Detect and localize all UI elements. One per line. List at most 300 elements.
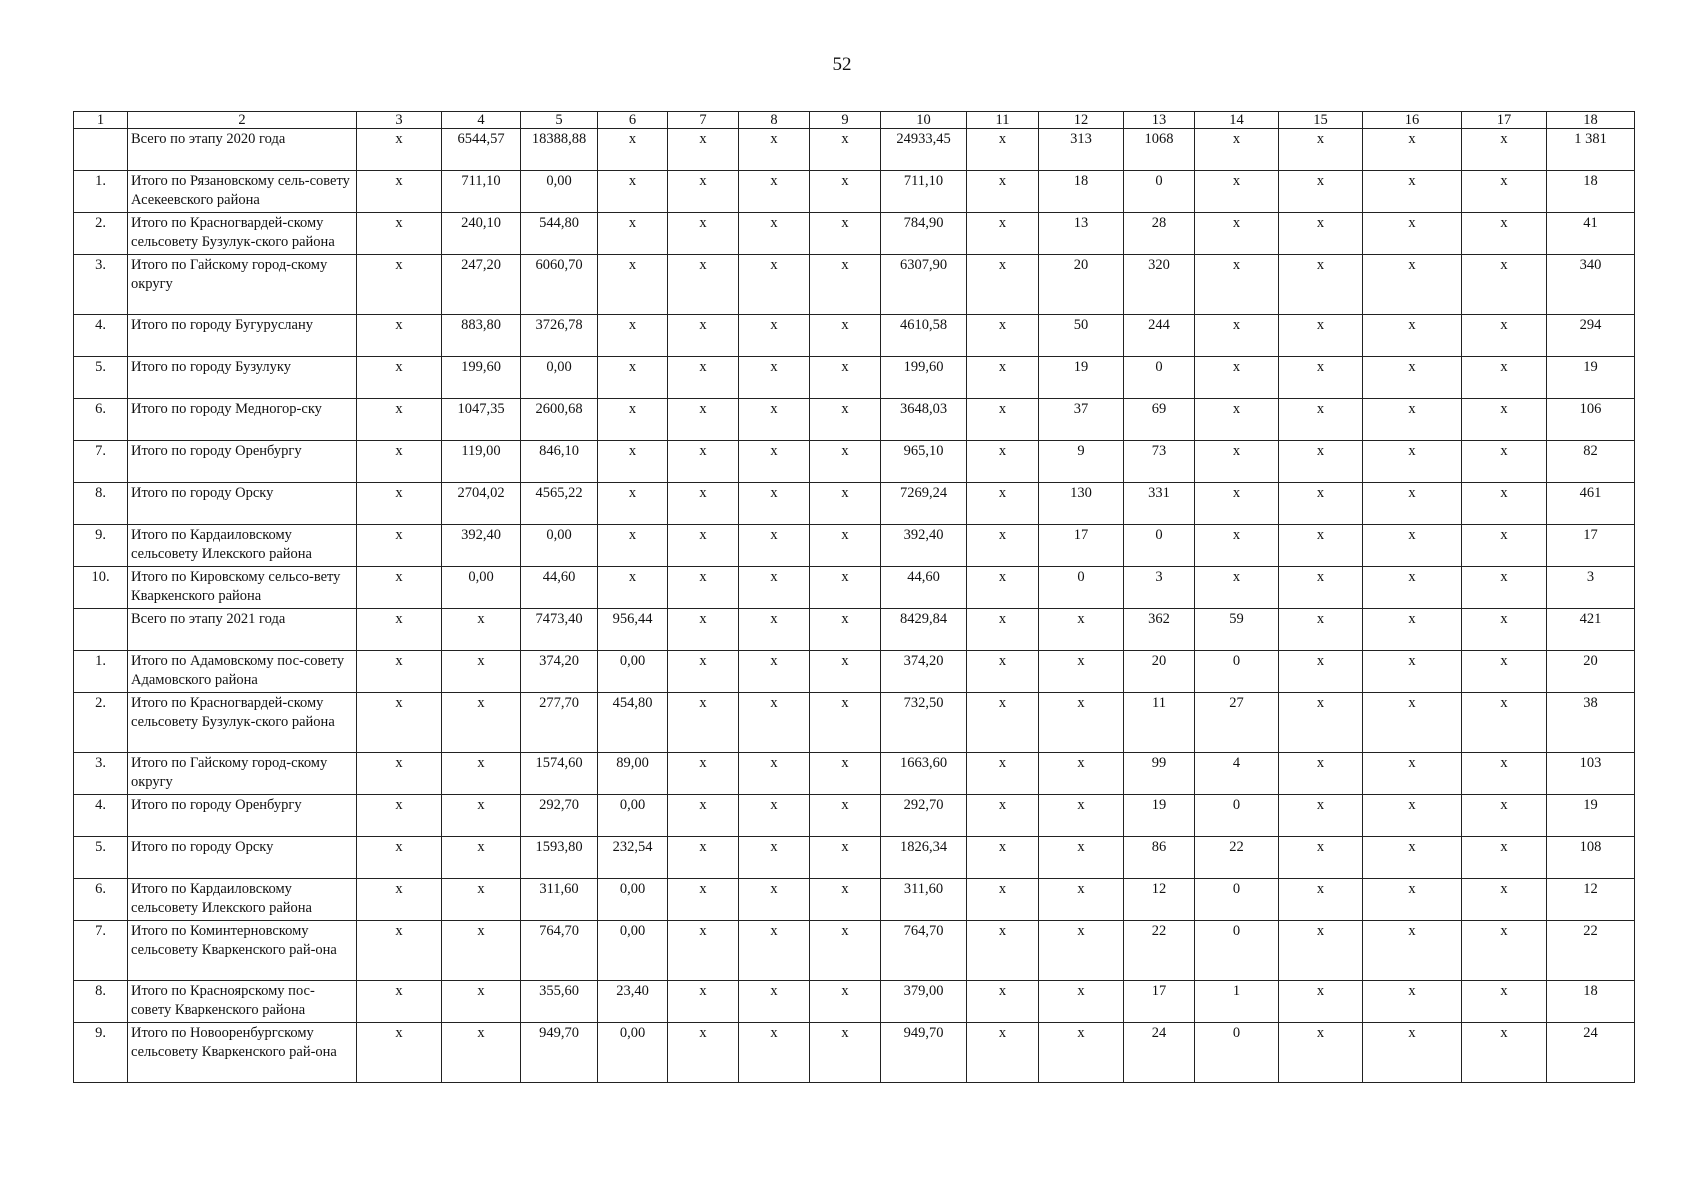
table-cell: x	[668, 753, 739, 795]
table-cell: x	[1279, 129, 1363, 171]
table-cell: 119,00	[442, 441, 521, 483]
table-cell: x	[442, 795, 521, 837]
table-cell: x	[598, 171, 668, 213]
table-cell: x	[1363, 255, 1462, 315]
table-cell: x	[1279, 795, 1363, 837]
table-cell: x	[810, 357, 881, 399]
table-cell: x	[598, 399, 668, 441]
table-cell: x	[810, 693, 881, 753]
table-cell: x	[1462, 1023, 1547, 1083]
table-cell: 0,00	[598, 651, 668, 693]
table-cell: x	[357, 483, 442, 525]
table-cell: x	[442, 1023, 521, 1083]
table-cell: x	[967, 795, 1039, 837]
table-cell: x	[810, 837, 881, 879]
table-cell: x	[1363, 837, 1462, 879]
table-cell: 1593,80	[521, 837, 598, 879]
table-cell: x	[967, 441, 1039, 483]
table-cell: x	[1462, 129, 1547, 171]
table-cell: x	[357, 441, 442, 483]
table-cell: 17	[1547, 525, 1635, 567]
table-cell: x	[668, 567, 739, 609]
table-cell: 130	[1039, 483, 1124, 525]
table-cell: x	[1039, 609, 1124, 651]
table-cell: x	[739, 651, 810, 693]
table-cell: x	[810, 753, 881, 795]
table-cell: x	[1279, 921, 1363, 981]
table-cell: 6060,70	[521, 255, 598, 315]
table-cell: x	[739, 921, 810, 981]
table-cell: x	[668, 357, 739, 399]
table-cell: x	[1039, 981, 1124, 1023]
table-cell: 0	[1124, 525, 1195, 567]
row-name-cell: Итого по Рязановскому сель-совету Асекеевского района	[128, 171, 357, 213]
row-name-cell: Итого по Кировскому сельсо-вету Кваркенского района	[128, 567, 357, 609]
table-cell: x	[967, 171, 1039, 213]
row-number-cell: 6.	[74, 879, 128, 921]
table-cell: x	[1462, 399, 1547, 441]
table-row	[74, 567, 1635, 609]
table-cell: x	[967, 693, 1039, 753]
table-cell: 883,80	[442, 315, 521, 357]
table-cell: 784,90	[881, 213, 967, 255]
column-header: 15	[1279, 112, 1363, 129]
table-cell: x	[1195, 483, 1279, 525]
table-cell: 846,10	[521, 441, 598, 483]
column-header: 16	[1363, 112, 1462, 129]
table-cell: x	[1279, 693, 1363, 753]
table-cell: 311,60	[521, 879, 598, 921]
table-cell: x	[357, 525, 442, 567]
table-body	[74, 112, 1635, 1083]
table-cell: 23,40	[598, 981, 668, 1023]
table-cell: 764,70	[881, 921, 967, 981]
table-cell: 18388,88	[521, 129, 598, 171]
table-cell: x	[357, 213, 442, 255]
table-cell: 3648,03	[881, 399, 967, 441]
table-cell: 956,44	[598, 609, 668, 651]
row-number-cell: 1.	[74, 171, 128, 213]
table-row	[74, 213, 1635, 255]
table-cell: 12	[1124, 879, 1195, 921]
table-cell: x	[810, 879, 881, 921]
table-cell: x	[668, 315, 739, 357]
row-number-cell: 2.	[74, 213, 128, 255]
table-cell: 3	[1124, 567, 1195, 609]
table-cell: x	[668, 483, 739, 525]
table-cell: 0,00	[598, 921, 668, 981]
table-cell: x	[357, 399, 442, 441]
table-cell: 199,60	[442, 357, 521, 399]
table-cell: 965,10	[881, 441, 967, 483]
table-cell: x	[967, 399, 1039, 441]
row-name-cell: Итого по городу Бугуруслану	[128, 315, 357, 357]
table-cell: x	[739, 357, 810, 399]
table-cell: x	[1279, 981, 1363, 1023]
table-row	[74, 255, 1635, 315]
column-header-row	[74, 112, 1635, 129]
table-cell: 73	[1124, 441, 1195, 483]
table-cell: x	[1279, 753, 1363, 795]
table-cell: 106	[1547, 399, 1635, 441]
table-cell: 0	[1195, 879, 1279, 921]
column-header: 1	[74, 112, 128, 129]
row-name-cell: Итого по городу Орску	[128, 837, 357, 879]
table-cell: x	[739, 837, 810, 879]
table-row	[74, 1023, 1635, 1083]
row-name-cell: Итого по Коминтерновскому сельсовету Кваркенского рай-она	[128, 921, 357, 981]
table-cell: x	[1039, 837, 1124, 879]
table-cell: 374,20	[881, 651, 967, 693]
table-cell: x	[1195, 357, 1279, 399]
table-cell: x	[668, 255, 739, 315]
row-name-cell: Итого по Красноярскому пос-совету Кваркенского района	[128, 981, 357, 1023]
table-cell: x	[810, 609, 881, 651]
table-cell: x	[1039, 753, 1124, 795]
table-cell: 22	[1195, 837, 1279, 879]
table-cell: 1 381	[1547, 129, 1635, 171]
table-row	[74, 609, 1635, 651]
table-cell: 108	[1547, 837, 1635, 879]
row-name-cell: Итого по Кардаиловскому сельсовету Илекского района	[128, 879, 357, 921]
table-cell: x	[967, 837, 1039, 879]
table-cell: x	[967, 921, 1039, 981]
table-cell: x	[668, 921, 739, 981]
table-cell: 103	[1547, 753, 1635, 795]
table-cell: x	[668, 171, 739, 213]
table-cell: x	[810, 981, 881, 1023]
table-cell: x	[967, 525, 1039, 567]
table-cell: x	[1195, 525, 1279, 567]
row-number-cell: 4.	[74, 795, 128, 837]
table-cell: 18	[1039, 171, 1124, 213]
table-cell: x	[357, 753, 442, 795]
table-cell: x	[1462, 567, 1547, 609]
table-cell: 362	[1124, 609, 1195, 651]
row-number-cell: 4.	[74, 315, 128, 357]
table-cell: 0	[1195, 795, 1279, 837]
table-row	[74, 921, 1635, 981]
table-cell: x	[357, 651, 442, 693]
table-cell: x	[967, 981, 1039, 1023]
table-cell: 379,00	[881, 981, 967, 1023]
table-cell: 294	[1547, 315, 1635, 357]
table-cell: x	[668, 795, 739, 837]
table-cell: 1574,60	[521, 753, 598, 795]
table-cell: x	[810, 651, 881, 693]
table-cell: 50	[1039, 315, 1124, 357]
table-cell: x	[967, 567, 1039, 609]
table-cell: x	[1279, 567, 1363, 609]
table-cell: x	[357, 981, 442, 1023]
table-cell: 240,10	[442, 213, 521, 255]
table-cell: x	[1039, 1023, 1124, 1083]
table-cell: x	[1195, 129, 1279, 171]
table-cell: 949,70	[521, 1023, 598, 1083]
table-cell: 0,00	[598, 1023, 668, 1083]
table-cell: x	[967, 609, 1039, 651]
table-cell: x	[1363, 315, 1462, 357]
table-row	[74, 357, 1635, 399]
row-name-cell: Итого по городу Оренбургу	[128, 795, 357, 837]
table-cell: x	[1462, 213, 1547, 255]
table-cell: x	[1363, 921, 1462, 981]
table-cell: x	[357, 1023, 442, 1083]
table-cell: 0	[1195, 921, 1279, 981]
table-cell: x	[357, 255, 442, 315]
table-cell: x	[810, 315, 881, 357]
table-cell: x	[810, 567, 881, 609]
table-cell: x	[1039, 651, 1124, 693]
table-cell: x	[442, 837, 521, 879]
table-cell: x	[1462, 879, 1547, 921]
row-number-cell: 5.	[74, 837, 128, 879]
table-cell: x	[1279, 525, 1363, 567]
column-header: 14	[1195, 112, 1279, 129]
table-cell: x	[967, 129, 1039, 171]
table-cell: x	[810, 129, 881, 171]
table-cell: 20	[1039, 255, 1124, 315]
table-cell: x	[598, 255, 668, 315]
table-cell: 374,20	[521, 651, 598, 693]
table-cell: x	[1279, 651, 1363, 693]
table-cell: 199,60	[881, 357, 967, 399]
table-cell: 24933,45	[881, 129, 967, 171]
table-cell: 3726,78	[521, 315, 598, 357]
table-cell: 4	[1195, 753, 1279, 795]
column-header: 5	[521, 112, 598, 129]
table-cell: 277,70	[521, 693, 598, 753]
table-cell: 37	[1039, 399, 1124, 441]
table-cell: x	[967, 753, 1039, 795]
table-cell: 19	[1547, 795, 1635, 837]
table-cell: x	[739, 609, 810, 651]
table-cell: x	[1279, 837, 1363, 879]
table-cell: x	[1195, 255, 1279, 315]
table-cell: 0	[1124, 357, 1195, 399]
table-row	[74, 795, 1635, 837]
table-cell: x	[442, 693, 521, 753]
table-row	[74, 483, 1635, 525]
table-cell: x	[1195, 567, 1279, 609]
table-cell: x	[739, 795, 810, 837]
table-cell: 82	[1547, 441, 1635, 483]
table-cell: 19	[1124, 795, 1195, 837]
table-cell: x	[1363, 651, 1462, 693]
table-cell: x	[1363, 1023, 1462, 1083]
table-cell: 0,00	[442, 567, 521, 609]
table-cell: x	[1462, 441, 1547, 483]
table-cell: x	[1462, 651, 1547, 693]
table-cell: x	[1462, 609, 1547, 651]
table-cell: 0	[1039, 567, 1124, 609]
table-cell: x	[1039, 879, 1124, 921]
table-cell: 18	[1547, 171, 1635, 213]
table-cell: x	[810, 483, 881, 525]
table-cell: x	[967, 357, 1039, 399]
table-cell: 1068	[1124, 129, 1195, 171]
table-cell: 1663,60	[881, 753, 967, 795]
table-cell: x	[1462, 483, 1547, 525]
table-cell: x	[668, 129, 739, 171]
table-cell: x	[967, 483, 1039, 525]
table-cell: 331	[1124, 483, 1195, 525]
table-cell: x	[967, 651, 1039, 693]
table-cell: x	[1363, 129, 1462, 171]
table-cell: x	[739, 315, 810, 357]
table-cell: 59	[1195, 609, 1279, 651]
row-number-cell: 6.	[74, 399, 128, 441]
table-row	[74, 525, 1635, 567]
table-cell: x	[357, 171, 442, 213]
column-header: 13	[1124, 112, 1195, 129]
row-name-cell: Итого по Адамовскому пос-совету Адамовского района	[128, 651, 357, 693]
table-cell: x	[1363, 567, 1462, 609]
row-number-cell: 1.	[74, 651, 128, 693]
table-cell: 292,70	[521, 795, 598, 837]
table-cell: x	[598, 357, 668, 399]
row-name-cell: Итого по городу Медногор-ску	[128, 399, 357, 441]
table-cell: x	[1363, 399, 1462, 441]
table-cell: 0,00	[598, 795, 668, 837]
table-cell: x	[739, 399, 810, 441]
row-number-cell: 2.	[74, 693, 128, 753]
table-cell: 355,60	[521, 981, 598, 1023]
table-cell: x	[810, 921, 881, 981]
table-cell: x	[1279, 483, 1363, 525]
table-cell: x	[442, 879, 521, 921]
table-cell: x	[810, 795, 881, 837]
table-cell: x	[357, 357, 442, 399]
table-cell: 7473,40	[521, 609, 598, 651]
table-cell: x	[739, 753, 810, 795]
table-cell: 0,00	[521, 525, 598, 567]
row-number-cell: 3.	[74, 753, 128, 795]
data-table	[73, 111, 1635, 1083]
table-cell: 41	[1547, 213, 1635, 255]
row-number-cell	[74, 609, 128, 651]
table-cell: 1826,34	[881, 837, 967, 879]
table-cell: x	[1195, 399, 1279, 441]
table-cell: x	[739, 1023, 810, 1083]
table-cell: x	[357, 921, 442, 981]
table-row	[74, 315, 1635, 357]
table-cell: 86	[1124, 837, 1195, 879]
column-header: 18	[1547, 112, 1635, 129]
table-cell: x	[668, 399, 739, 441]
table-cell: x	[1462, 255, 1547, 315]
table-cell: 24	[1547, 1023, 1635, 1083]
table-row	[74, 981, 1635, 1023]
table-cell: 311,60	[881, 879, 967, 921]
table-cell: x	[357, 879, 442, 921]
table-cell: x	[1363, 441, 1462, 483]
table-row	[74, 441, 1635, 483]
table-cell: 1047,35	[442, 399, 521, 441]
table-cell: 0	[1195, 1023, 1279, 1083]
table-cell: x	[1363, 213, 1462, 255]
table-cell: 17	[1124, 981, 1195, 1023]
table-cell: x	[1279, 171, 1363, 213]
table-cell: x	[1039, 693, 1124, 753]
table-cell: 18	[1547, 981, 1635, 1023]
table-cell: x	[810, 255, 881, 315]
table-cell: 232,54	[598, 837, 668, 879]
table-cell: x	[1363, 525, 1462, 567]
table-cell: 0,00	[521, 171, 598, 213]
table-cell: x	[1363, 609, 1462, 651]
column-header: 2	[128, 112, 357, 129]
table-cell: x	[1363, 981, 1462, 1023]
row-name-cell: Итого по городу Бузулуку	[128, 357, 357, 399]
table-cell: 11	[1124, 693, 1195, 753]
row-number-cell: 10.	[74, 567, 128, 609]
row-number-cell: 9.	[74, 1023, 128, 1083]
table-cell: x	[598, 441, 668, 483]
table-cell: x	[1363, 357, 1462, 399]
table-cell: 392,40	[442, 525, 521, 567]
column-header: 9	[810, 112, 881, 129]
table-cell: x	[1363, 171, 1462, 213]
table-cell: x	[967, 315, 1039, 357]
column-header: 4	[442, 112, 521, 129]
table-cell: 421	[1547, 609, 1635, 651]
table-row	[74, 651, 1635, 693]
table-cell: 9	[1039, 441, 1124, 483]
table-cell: 12	[1547, 879, 1635, 921]
table-cell: 20	[1547, 651, 1635, 693]
table-cell: 244	[1124, 315, 1195, 357]
table-cell: x	[668, 693, 739, 753]
table-cell: 4565,22	[521, 483, 598, 525]
table-cell: x	[1279, 441, 1363, 483]
table-cell: 8429,84	[881, 609, 967, 651]
table-cell: x	[357, 315, 442, 357]
row-name-cell: Всего по этапу 2020 года	[128, 129, 357, 171]
table-cell: x	[668, 213, 739, 255]
table-cell: 0,00	[521, 357, 598, 399]
table-cell: 17	[1039, 525, 1124, 567]
table-cell: x	[1363, 753, 1462, 795]
table-cell: x	[357, 837, 442, 879]
table-cell: x	[1279, 399, 1363, 441]
table-cell: 1	[1195, 981, 1279, 1023]
table-cell: x	[967, 213, 1039, 255]
table-cell: x	[1195, 171, 1279, 213]
table-cell: x	[442, 609, 521, 651]
table-row	[74, 399, 1635, 441]
table-cell: x	[810, 525, 881, 567]
table-cell: x	[1363, 879, 1462, 921]
table-cell: 949,70	[881, 1023, 967, 1083]
table-row	[74, 171, 1635, 213]
table-cell: 0,00	[598, 879, 668, 921]
table-cell: x	[1363, 693, 1462, 753]
table-cell: x	[598, 315, 668, 357]
table-cell: x	[967, 255, 1039, 315]
column-header: 3	[357, 112, 442, 129]
row-name-cell: Итого по Гайскому город-скому округу	[128, 753, 357, 795]
column-header: 11	[967, 112, 1039, 129]
table-row	[74, 129, 1635, 171]
table-cell: x	[739, 171, 810, 213]
table-cell: x	[668, 981, 739, 1023]
table-cell: x	[668, 609, 739, 651]
table-cell: x	[668, 525, 739, 567]
table-cell: x	[739, 213, 810, 255]
table-cell: x	[442, 921, 521, 981]
row-name-cell: Итого по городу Оренбургу	[128, 441, 357, 483]
